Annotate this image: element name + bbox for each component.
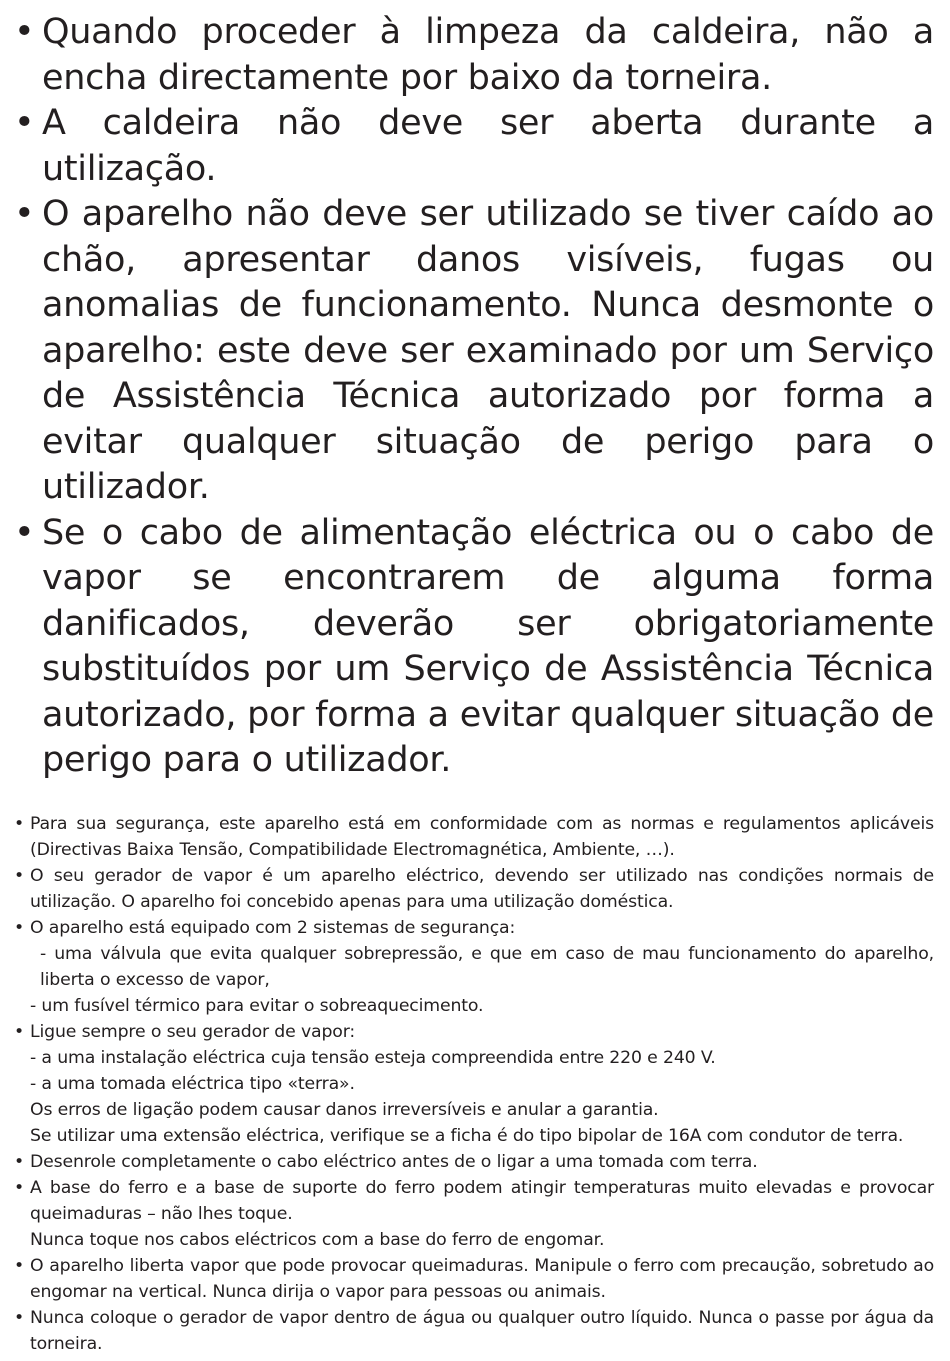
safety-item-water [14,1305,934,1357]
bullet-icon: • [14,917,25,938]
bullet-icon: • [14,12,35,52]
safety-text: Desenrole completamente o cabo eléctrico antes de o ligar a uma tomada com terra. [30,1151,758,1172]
large-print-safety-list [14,10,934,784]
bullet-icon: • [14,194,35,234]
bullet-icon: • [14,1021,25,1042]
small-print-safety-list [14,811,934,1357]
safety-note: Se utilizar uma extensão eléctrica, verifique se a ficha é do tipo bipolar de 16A com condutor de terra. [30,1125,904,1146]
safety-text: O seu gerador de vapor é um aparelho eléctrico, devendo ser utilizado nas condições normais de utilização. O aparelho foi concebido apenas para uma utilização doméstica. [30,865,934,912]
safety-text: A base do ferro e a base de suporte do ferro podem atingir temperaturas muito elevadas e provocar queimaduras – não lhes toque. [30,1177,934,1224]
safety-subitem: - uma válvula que evita qualquer sobrepressão, e que em caso de mau funcionamento do aparelho, liberta o excesso de vapor, [40,943,934,990]
bullet-icon: • [14,813,25,834]
safety-item-steam [14,1253,934,1305]
bullet-icon: • [14,512,35,553]
bullet-icon: • [14,1307,25,1328]
safety-text: Para sua segurança, este aparelho está em conformidade com as normas e regulamentos aplicáveis (Directivas Baixa Tensão, Compatibilidade Electromagnética, Ambiente, …). [30,813,934,860]
large-safety-text: Quando proceder à limpeza da caldeira, não a encha directamente por baixo da torneira. [42,12,934,98]
safety-item-connection [14,1019,934,1149]
safety-note: Nunca toque nos cabos eléctricos com a base do ferro de engomar. [30,1229,605,1250]
safety-text: O aparelho liberta vapor que pode provocar queimaduras. Manipule o ferro com precaução, sobretudo ao engomar na vertical. Nunca dirija o vapor para pessoas ou animais. [30,1255,934,1302]
safety-text: Nunca coloque o gerador de vapor dentro de água ou qualquer outro líquido. Nunca o passe por água da torneira. [30,1307,934,1354]
safety-note: Os erros de ligação podem causar danos irreversíveis e anular a garantia. [30,1099,659,1120]
bullet-icon: • [14,1255,25,1276]
safety-text: Ligue sempre o seu gerador de vapor: [30,1021,356,1042]
bullet-icon: • [14,865,25,886]
safety-subitem: - a uma tomada eléctrica tipo «terra». [30,1073,355,1094]
large-safety-item [14,192,934,511]
large-safety-text: O aparelho não deve ser utilizado se tiver caído ao chão, apresentar danos visíveis, fugas ou anomalias de funcionamento. Nunca desmonte o aparelho: este deve ser examinado por um Serviço de Assistência Técnica autorizado por forma a evitar qualquer situação de perigo para o utilizador. [42,194,934,507]
bullet-icon: • [14,103,35,143]
bullet-icon: • [14,1151,25,1172]
safety-item-safety-systems [14,915,934,1019]
bullet-icon: • [14,1177,25,1198]
safety-subitem: - um fusível térmico para evitar o sobreaquecimento. [30,995,484,1016]
safety-subitem: - a uma instalação eléctrica cuja tensão esteja compreendida entre 220 e 240 V. [30,1047,716,1068]
safety-item-hot-surfaces [14,1175,934,1253]
large-safety-item [14,101,934,192]
safety-item-conformity [14,811,934,863]
large-safety-item [14,10,934,101]
safety-item-cable [14,1149,934,1175]
large-safety-text: A caldeira não deve ser aberta durante a utilização. [42,103,934,189]
large-safety-item [14,511,934,784]
safety-item-electrical-use [14,863,934,915]
safety-text: O aparelho está equipado com 2 sistemas de segurança: [30,917,516,938]
large-safety-text: Se o cabo de alimentação eléctrica ou o cabo de vapor se encontrarem de alguma forma danificados, deverão ser obrigatoriamente substituídos por um Serviço de Assistência Técnica autorizado, por forma a evitar qualquer situação de perigo para o utilizador. [42,512,934,780]
